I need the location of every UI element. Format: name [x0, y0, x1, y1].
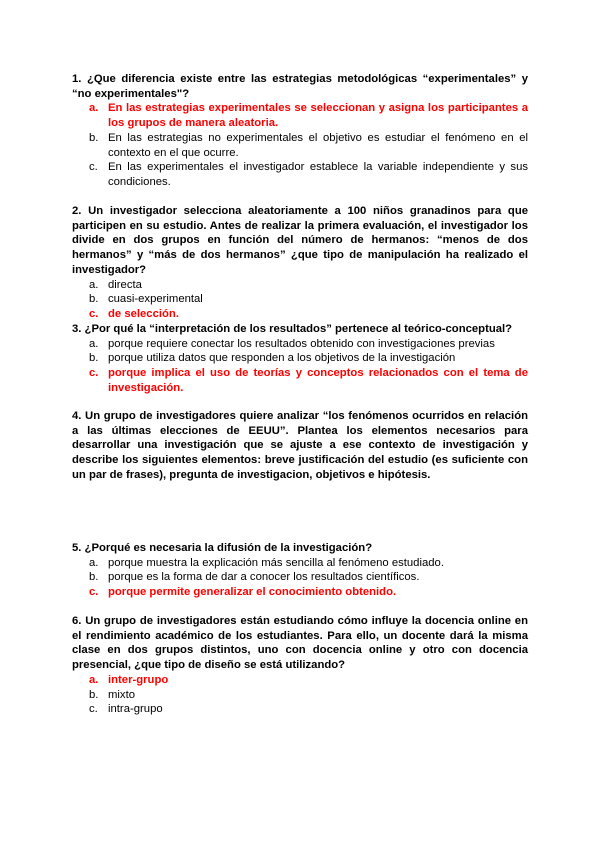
option-text: de selección.: [108, 307, 179, 320]
correct-answer-option: [89, 366, 528, 395]
correct-answer-option: [89, 307, 528, 322]
question-4: [72, 409, 528, 483]
option-letter: b.: [89, 352, 99, 365]
option-letter: a.: [89, 102, 99, 115]
correct-answer-option: [89, 585, 528, 600]
answer-option: [89, 688, 528, 703]
answer-option: [89, 131, 528, 160]
option-letter: a.: [89, 337, 99, 350]
option-letter: a.: [89, 673, 99, 686]
option-text: porque muestra la explicación más sencilla al fenómeno estudiado.: [108, 556, 444, 569]
question-text: 4. Un grupo de investigadores quiere analizar “los fenómenos ocurridos en relación a las últimas elecciones de EEUU”. Plantea los elementos necesarios para desarrollar una investigación que se ajuste a ese contexto de investigación y describe los siguientes elementos: breve justificación del estudio (es suficiente con un par de frases), pregunta de investigacion, objetivos e hipótesis.: [72, 410, 528, 481]
question-3: [72, 322, 528, 396]
question-1: [72, 72, 528, 190]
option-text: En las estrategias experimentales se seleccionan y asigna los participantes a los grupos de manera aleatoria.: [108, 102, 528, 130]
answer-option: [89, 570, 528, 585]
option-letter: c.: [89, 307, 99, 320]
answer-option: [89, 702, 528, 717]
option-letter: b.: [89, 688, 99, 701]
option-text: porque utiliza datos que responden a los objetivos de la investigación: [108, 352, 456, 365]
question-text: 2. Un investigador selecciona aleatoriamente a 100 niños granadinos para que participen en su estudio. Antes de realizar la primera evaluación, el investigador los divide en dos grupos en función del número de hermanos: “menos de dos hermanos” y “más de dos hermanos” ¿que tipo de manipulación ha realizado el investigador?: [72, 205, 528, 276]
answer-option: [89, 351, 528, 366]
option-letter: c.: [89, 161, 98, 174]
answer-option: [89, 160, 528, 189]
question-text: 5. ¿Porqué es necesaria la difusión de la investigación?: [72, 542, 373, 554]
option-text: porque es la forma de dar a conocer los resultados científicos.: [108, 571, 420, 584]
option-letter: c.: [89, 703, 98, 716]
option-letter: b.: [89, 131, 99, 144]
option-letter: b.: [89, 571, 99, 584]
option-text: directa: [108, 278, 142, 291]
answer-option: [89, 337, 528, 352]
option-text: porque implica el uso de teorías y conceptos relacionados con el tema de investigación.: [108, 367, 528, 394]
correct-answer-option: [89, 673, 528, 688]
option-text: mixto: [108, 688, 135, 701]
answer-option: [89, 292, 528, 307]
option-letter: a.: [89, 278, 99, 291]
option-text: En las estrategias no experimentales el objetivo es estudiar el fenómeno en el contexto en el que ocurre.: [108, 131, 528, 159]
option-text: porque requiere conectar los resultados obtenido con investigaciones previas: [108, 337, 495, 350]
question-text: 6. Un grupo de investigadores están estudiando cómo influye la docencia online en el rendimiento académico de los estudiantes. Para ello, un docente dará la misma clase en dos grupos distintos, uno con docencia online y otro con docencia presencial, ¿que tipo de diseño se está utilizando?: [72, 615, 528, 672]
option-text: cuasi-experimental: [108, 293, 203, 306]
option-text: En las experimentales el investigador establece la variable independiente y sus condiciones.: [108, 161, 528, 188]
option-text: intra-grupo: [108, 703, 163, 716]
question-text: 3. ¿Por qué la “interpretación de los resultados” pertenece al teórico-conceptual?: [72, 323, 513, 335]
question-text: 1. ¿Que diferencia existe entre las estrategias metodológicas “experimentales” y “no experimentales"?: [72, 73, 528, 100]
question-6: [72, 614, 528, 717]
option-letter: b.: [89, 293, 99, 306]
question-5: [72, 541, 528, 600]
correct-answer-option: [89, 101, 528, 130]
answer-option: [89, 278, 528, 293]
question-2: [72, 204, 528, 322]
option-letter: a.: [89, 556, 99, 569]
option-text: inter-grupo: [108, 673, 169, 686]
option-text: porque permite generalizar el conocimiento obtenido.: [108, 586, 397, 599]
option-letter: c.: [89, 367, 99, 380]
answer-option: [89, 556, 528, 571]
option-letter: c.: [89, 586, 99, 599]
